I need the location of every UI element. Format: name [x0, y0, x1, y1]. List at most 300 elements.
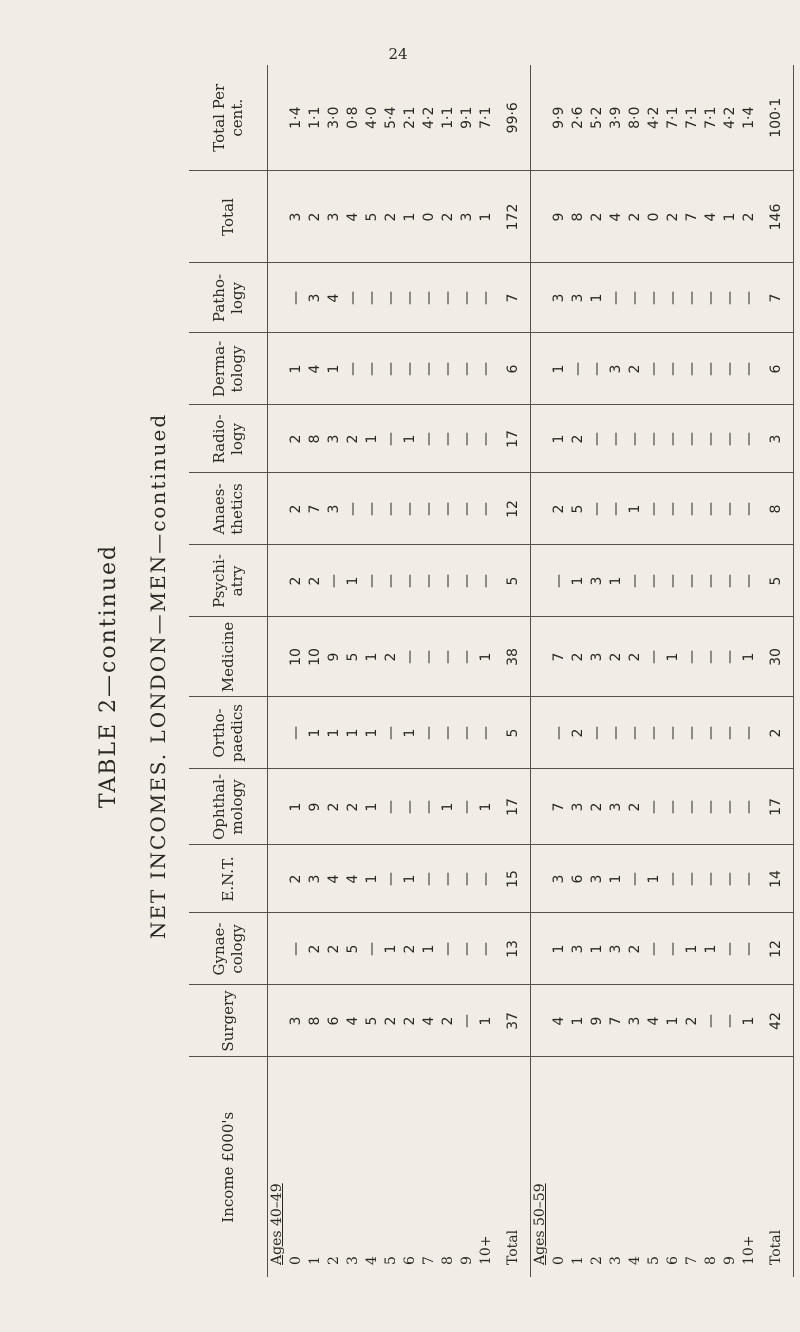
- table-cell: 1: [550, 405, 569, 473]
- table-row: [683, 65, 702, 1277]
- table-cell: 2: [683, 985, 702, 1057]
- table-cell: 3: [550, 845, 569, 913]
- col-header-ent: E.N.T.: [189, 845, 268, 913]
- table-cell: 3: [569, 769, 588, 845]
- income-band-label: 5: [646, 1256, 663, 1265]
- table-cell: 1: [382, 913, 401, 985]
- table-cell: —: [721, 333, 740, 405]
- table-cell: 5·2: [588, 65, 607, 171]
- table-cell: —: [683, 617, 702, 697]
- table-cell: —: [420, 263, 439, 333]
- age-band-label: Ages 40–49: [269, 1183, 286, 1265]
- table-row: [382, 65, 401, 1277]
- table-cell: —: [721, 263, 740, 333]
- income-band-label: 9: [459, 1256, 476, 1265]
- table-cell: 6: [569, 845, 588, 913]
- total-cell: 100·1: [759, 65, 794, 171]
- table-cell: 9·9: [550, 65, 569, 171]
- table-cell: 0: [645, 171, 664, 263]
- table-cell: 9·1: [458, 65, 477, 171]
- table-cell: —: [401, 617, 420, 697]
- table-cell: —: [607, 263, 626, 333]
- table-cell: 9: [306, 769, 325, 845]
- table-cell: 1: [344, 545, 363, 617]
- table-cell: 1: [702, 913, 721, 985]
- table-cell: —: [458, 985, 477, 1057]
- table-cell: —: [740, 913, 759, 985]
- table-cell: 8: [306, 405, 325, 473]
- total-cell: 7: [759, 263, 794, 333]
- table-cell: —: [721, 769, 740, 845]
- table-row: [458, 65, 477, 1277]
- table-cell: —: [702, 617, 721, 697]
- total-cell: 146: [759, 171, 794, 263]
- table-cell: 2: [382, 171, 401, 263]
- table-cell: —: [420, 545, 439, 617]
- col-header-anaesthetics: Anaes-thetics: [189, 473, 268, 545]
- table-cell: —: [401, 333, 420, 405]
- table-cell: —: [721, 845, 740, 913]
- table-cell: —: [420, 697, 439, 769]
- total-cell: 42: [759, 985, 794, 1057]
- table-cell: 2·6: [569, 65, 588, 171]
- col-header-radiology: Radio-logy: [189, 405, 268, 473]
- table-cell: 1: [477, 769, 496, 845]
- table-row: [287, 65, 306, 1277]
- income-band-label: 9: [722, 1256, 739, 1265]
- table-cell: 7: [306, 473, 325, 545]
- table-cell: —: [721, 985, 740, 1057]
- table-cell: —: [702, 697, 721, 769]
- table-cell: 1·4: [740, 65, 759, 171]
- col-header-medicine: Medicine: [189, 617, 268, 697]
- total-cell: 14: [759, 845, 794, 913]
- table-cell: —: [439, 913, 458, 985]
- income-table: [189, 83, 784, 1277]
- table-cell: —: [664, 473, 683, 545]
- page-number: 24: [388, 45, 408, 63]
- table-cell: 1: [363, 845, 382, 913]
- table-cell: 5: [569, 473, 588, 545]
- table-cell: 1: [664, 985, 683, 1057]
- table-cell: 1: [363, 769, 382, 845]
- table-cell: 1: [325, 697, 344, 769]
- table-cell: 3: [458, 171, 477, 263]
- table-cell: 5·4: [382, 65, 401, 171]
- table-row: [306, 65, 325, 1277]
- table-cell: —: [740, 333, 759, 405]
- table-cell: 1·1: [439, 65, 458, 171]
- table-cell: 2: [401, 985, 420, 1057]
- col-header-income: Income £000's: [189, 1057, 268, 1277]
- table-cell: 4·2: [645, 65, 664, 171]
- table-cell: 3: [306, 845, 325, 913]
- table-cell: 2: [626, 333, 645, 405]
- table-cell: —: [626, 697, 645, 769]
- header-row: [189, 65, 268, 1277]
- table-cell: 3: [287, 171, 306, 263]
- table-cell: 4·0: [363, 65, 382, 171]
- income-band-label: 6: [402, 1256, 419, 1265]
- table-cell: —: [439, 473, 458, 545]
- table-cell: —: [588, 333, 607, 405]
- table-cell: —: [607, 405, 626, 473]
- income-band-label: 3: [608, 1256, 625, 1265]
- total-cell: 3: [759, 405, 794, 473]
- table-cell: 10: [287, 617, 306, 697]
- table-cell: 2: [306, 171, 325, 263]
- table-cell: 7: [550, 769, 569, 845]
- table-cell: —: [721, 405, 740, 473]
- empty-cell: [531, 617, 551, 697]
- total-cell: 37: [496, 985, 531, 1057]
- table-cell: —: [439, 845, 458, 913]
- table-cell: 4·2: [721, 65, 740, 171]
- total-cell: 7: [496, 263, 531, 333]
- table-cell: —: [382, 263, 401, 333]
- table-cell: 2: [382, 985, 401, 1057]
- table-cell: —: [664, 333, 683, 405]
- table-cell: —: [439, 545, 458, 617]
- table-cell: 4: [344, 171, 363, 263]
- table-cell: 2: [626, 913, 645, 985]
- col-header-psychiatry: Psychi-atry: [189, 545, 268, 617]
- table-cell: 1: [287, 769, 306, 845]
- total-cell: 172: [496, 171, 531, 263]
- table-cell: 1: [740, 617, 759, 697]
- empty-cell: [531, 263, 551, 333]
- table-cell: —: [721, 617, 740, 697]
- table-cell: —: [363, 263, 382, 333]
- income-band-label: 3: [345, 1256, 362, 1265]
- table-cell: 7: [607, 985, 626, 1057]
- table-cell: 2: [569, 617, 588, 697]
- table-cell: 1: [477, 617, 496, 697]
- table-cell: —: [439, 263, 458, 333]
- empty-cell: [268, 65, 288, 171]
- table-cell: 3: [569, 913, 588, 985]
- income-band-label: 7: [684, 1256, 701, 1265]
- table-cell: 4: [645, 985, 664, 1057]
- table-cell: 1: [664, 617, 683, 697]
- table-cell: 2: [626, 171, 645, 263]
- table-cell: —: [664, 913, 683, 985]
- col-header-ophthalmology: Ophthal-mology: [189, 769, 268, 845]
- table-cell: —: [420, 769, 439, 845]
- table-cell: 9: [588, 985, 607, 1057]
- income-table-grid: [189, 65, 794, 1277]
- total-row: [496, 65, 531, 1277]
- table-cell: —: [287, 913, 306, 985]
- table-cell: 2: [569, 697, 588, 769]
- income-band-label: 10+: [741, 1235, 758, 1265]
- table-cell: 1: [344, 697, 363, 769]
- table-cell: 1: [550, 333, 569, 405]
- table-cell: 2: [740, 171, 759, 263]
- income-band-label: 8: [440, 1256, 457, 1265]
- table-row: [439, 65, 458, 1277]
- total-cell: 12: [759, 913, 794, 985]
- table-cell: —: [664, 845, 683, 913]
- table-cell: 1: [569, 985, 588, 1057]
- total-cell: 17: [496, 769, 531, 845]
- table-cell: 7·1: [477, 65, 496, 171]
- table-cell: 8·0: [626, 65, 645, 171]
- table-cell: —: [458, 263, 477, 333]
- table-cell: 2: [344, 769, 363, 845]
- empty-cell: [268, 473, 288, 545]
- empty-cell: [268, 845, 288, 913]
- table-cell: 2: [588, 171, 607, 263]
- table-cell: —: [550, 697, 569, 769]
- table-cell: 2: [664, 171, 683, 263]
- table-cell: 4: [550, 985, 569, 1057]
- table-cell: 3·0: [325, 65, 344, 171]
- table-cell: —: [477, 263, 496, 333]
- table-cell: 6: [325, 985, 344, 1057]
- table-row: [550, 65, 569, 1277]
- table-body: [268, 65, 794, 1277]
- col-header-orthopaedics: Ortho-paedics: [189, 697, 268, 769]
- income-band-label: 4: [627, 1256, 644, 1265]
- table-cell: —: [683, 405, 702, 473]
- table-cell: 1: [607, 845, 626, 913]
- table-row: [325, 65, 344, 1277]
- table-cell: 1: [607, 545, 626, 617]
- table-cell: 3·9: [607, 65, 626, 171]
- col-header-total-percent: Total Per cent.: [189, 65, 268, 171]
- empty-cell: [531, 405, 551, 473]
- table-cell: —: [702, 545, 721, 617]
- income-band-label: 0: [288, 1256, 305, 1265]
- table-cell: —: [740, 845, 759, 913]
- income-band-label: 5: [383, 1256, 400, 1265]
- table-cell: —: [458, 405, 477, 473]
- total-label: Total: [496, 1057, 531, 1277]
- table-cell: 2: [439, 171, 458, 263]
- table-cell: 3: [325, 473, 344, 545]
- empty-cell: [268, 697, 288, 769]
- total-cell: 5: [759, 545, 794, 617]
- table-cell: 1·4: [287, 65, 306, 171]
- total-row: [759, 65, 794, 1277]
- table-cell: 1: [477, 985, 496, 1057]
- table-cell: —: [458, 845, 477, 913]
- table-cell: 2: [588, 769, 607, 845]
- table-cell: 3: [588, 617, 607, 697]
- table-cell: —: [740, 545, 759, 617]
- table-cell: 2: [344, 405, 363, 473]
- total-cell: 6: [759, 333, 794, 405]
- table-cell: —: [683, 473, 702, 545]
- table-row: [626, 65, 645, 1277]
- empty-cell: [531, 545, 551, 617]
- table-cell: 2: [550, 473, 569, 545]
- table-cell: —: [344, 333, 363, 405]
- table-row: [344, 65, 363, 1277]
- table-cell: —: [683, 769, 702, 845]
- total-label: Total: [759, 1057, 794, 1277]
- income-band-label: 8: [703, 1256, 720, 1265]
- income-band-label: 1: [570, 1256, 587, 1265]
- empty-cell: [268, 769, 288, 845]
- table-cell: 2: [626, 769, 645, 845]
- table-cell: —: [420, 333, 439, 405]
- table-cell: —: [740, 769, 759, 845]
- empty-cell: [531, 65, 551, 171]
- empty-cell: [268, 545, 288, 617]
- table-row: [702, 65, 721, 1277]
- total-cell: 12: [496, 473, 531, 545]
- table-cell: 2: [306, 913, 325, 985]
- table-cell: —: [702, 333, 721, 405]
- table-cell: 7·1: [664, 65, 683, 171]
- total-cell: 15: [496, 845, 531, 913]
- table-cell: 3: [569, 263, 588, 333]
- total-cell: 5: [496, 545, 531, 617]
- table-cell: —: [477, 545, 496, 617]
- table-cell: —: [458, 473, 477, 545]
- table-cell: —: [287, 697, 306, 769]
- table-cell: 3: [306, 263, 325, 333]
- table-cell: —: [721, 473, 740, 545]
- table-subtitle: NET INCOMES. LONDON—MEN—continued: [146, 412, 170, 940]
- table-cell: —: [363, 545, 382, 617]
- table-cell: 0: [420, 171, 439, 263]
- table-cell: —: [458, 769, 477, 845]
- table-cell: —: [645, 697, 664, 769]
- table-cell: —: [420, 617, 439, 697]
- table-cell: 4·2: [420, 65, 439, 171]
- table-cell: 1: [401, 845, 420, 913]
- empty-cell: [531, 845, 551, 913]
- table-cell: 4: [344, 985, 363, 1057]
- empty-cell: [268, 405, 288, 473]
- table-cell: 1·1: [306, 65, 325, 171]
- table-cell: —: [702, 985, 721, 1057]
- table-row: [363, 65, 382, 1277]
- table-cell: 4: [325, 845, 344, 913]
- total-cell: 8: [759, 473, 794, 545]
- table-cell: —: [626, 263, 645, 333]
- table-cell: —: [439, 333, 458, 405]
- table-cell: —: [702, 769, 721, 845]
- table-cell: 1: [683, 913, 702, 985]
- table-cell: —: [645, 263, 664, 333]
- income-band-label: 4: [364, 1256, 381, 1265]
- table-cell: 1: [569, 545, 588, 617]
- col-header-pathology: Patho-logy: [189, 263, 268, 333]
- table-cell: —: [721, 913, 740, 985]
- empty-cell: [268, 333, 288, 405]
- table-cell: 5: [344, 913, 363, 985]
- table-cell: 1: [740, 985, 759, 1057]
- table-row: [721, 65, 740, 1277]
- table-row: [420, 65, 439, 1277]
- table-cell: 1: [401, 697, 420, 769]
- table-cell: 2: [287, 845, 306, 913]
- income-band-label: 10+: [478, 1235, 495, 1265]
- table-cell: 4: [325, 263, 344, 333]
- table-cell: —: [477, 473, 496, 545]
- table-cell: 2: [306, 545, 325, 617]
- table-cell: 3: [588, 845, 607, 913]
- table-cell: —: [477, 697, 496, 769]
- total-cell: 5: [496, 697, 531, 769]
- empty-cell: [268, 171, 288, 263]
- empty-cell: [268, 263, 288, 333]
- table-cell: 2·1: [401, 65, 420, 171]
- table-cell: —: [344, 263, 363, 333]
- table-cell: 3: [626, 985, 645, 1057]
- table-cell: 10: [306, 617, 325, 697]
- total-cell: 6: [496, 333, 531, 405]
- table-cell: 2: [401, 913, 420, 985]
- table-cell: —: [645, 617, 664, 697]
- table-cell: —: [702, 845, 721, 913]
- table-cell: —: [740, 405, 759, 473]
- table-cell: 2: [325, 913, 344, 985]
- income-band-label: 7: [421, 1256, 438, 1265]
- table-cell: —: [382, 697, 401, 769]
- table-cell: —: [664, 769, 683, 845]
- income-band-label: 6: [665, 1256, 682, 1265]
- total-cell: 17: [759, 769, 794, 845]
- table-cell: —: [626, 405, 645, 473]
- table-cell: —: [439, 405, 458, 473]
- table-cell: 1: [287, 333, 306, 405]
- table-cell: —: [645, 333, 664, 405]
- table-cell: —: [721, 545, 740, 617]
- empty-cell: [531, 171, 551, 263]
- table-cell: —: [664, 405, 683, 473]
- table-cell: —: [607, 697, 626, 769]
- col-header-dermatology: Derma-tology: [189, 333, 268, 405]
- table-cell: 0·8: [344, 65, 363, 171]
- table-cell: 5: [363, 171, 382, 263]
- table-cell: —: [740, 263, 759, 333]
- table-cell: 1: [363, 617, 382, 697]
- table-cell: —: [477, 405, 496, 473]
- table-cell: 2: [325, 769, 344, 845]
- table-cell: 2: [287, 473, 306, 545]
- table-cell: 1: [477, 171, 496, 263]
- table-cell: —: [607, 473, 626, 545]
- table-cell: —: [740, 697, 759, 769]
- income-band-label: 2: [326, 1256, 343, 1265]
- empty-cell: [531, 333, 551, 405]
- table-cell: 1: [439, 769, 458, 845]
- table-row: [664, 65, 683, 1277]
- table-cell: 1: [550, 913, 569, 985]
- col-header-total: Total: [189, 171, 268, 263]
- table-cell: 1: [626, 473, 645, 545]
- empty-cell: [531, 769, 551, 845]
- table-cell: 4: [702, 171, 721, 263]
- table-cell: 2: [607, 617, 626, 697]
- table-cell: —: [401, 545, 420, 617]
- table-cell: 8: [306, 985, 325, 1057]
- col-header-surgery: Surgery: [189, 985, 268, 1057]
- table-cell: 7·1: [683, 65, 702, 171]
- table-cell: —: [363, 913, 382, 985]
- table-cell: 1: [588, 913, 607, 985]
- empty-cell: [531, 697, 551, 769]
- total-cell: 2: [759, 697, 794, 769]
- table-cell: —: [550, 545, 569, 617]
- table-cell: —: [588, 697, 607, 769]
- table-cell: —: [683, 333, 702, 405]
